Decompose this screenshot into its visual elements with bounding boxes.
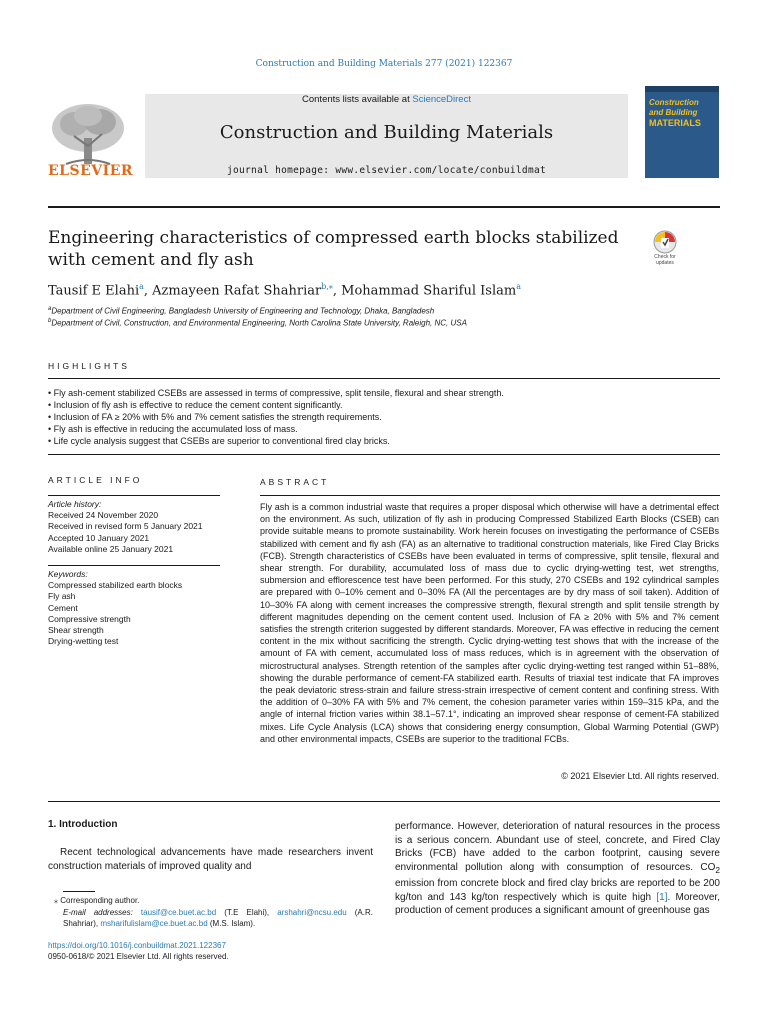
article-info-divider — [48, 495, 220, 496]
abstract-bottom-divider — [48, 801, 720, 802]
affiliation-mark: a — [48, 306, 52, 312]
email-label: E-mail addresses: — [63, 907, 133, 917]
affiliation — [48, 306, 720, 316]
abstract-heading: ABSTRACT — [260, 477, 330, 487]
highlights-heading: HIGHLIGHTS — [48, 361, 130, 371]
article-history — [48, 499, 220, 555]
keywords-block — [48, 569, 220, 647]
intro-text: emission from concrete block and fired clay bricks are reported to be 200 kg/ton and 143 kg/ton respectively which is quite high — [395, 878, 720, 903]
history-online: Available online 25 January 2021 — [48, 543, 174, 554]
intro-subscript: 2 — [715, 864, 720, 875]
doi-link[interactable]: https://doi.org/10.1016/j.conbuildmat.2021.122367 — [48, 941, 226, 950]
affiliation-text: Department of Civil, Construction, and Environmental Engineering, North Carolina State University, Raleigh, NC, USA — [51, 318, 467, 328]
keyword: Fly ash — [48, 591, 76, 602]
article-title: Engineering characteristics of compressed earth blocks stabilized with cement and fly ash — [48, 228, 619, 270]
journal-citation-link[interactable]: Construction and Building Materials 277 (2021) 122367 — [255, 59, 513, 69]
footnote-divider — [63, 891, 95, 892]
history-revised: Received in revised form 5 January 2021 — [48, 521, 203, 532]
corresponding-author-note: ⁎ Corresponding author. — [54, 896, 140, 905]
affiliation-text: Department of Civil Engineering, Bangladesh University of Engineering and Technology, Dhaka, Bangladesh — [51, 306, 435, 316]
email-owner: (M.S. Islam). — [207, 919, 256, 928]
highlight-item: • Fly ash is effective in reducing the accumulated loss of mass. — [48, 423, 720, 435]
abstract-text: Fly ash is a common industrial waste that requires a proper disposal which otherwise will have a detrimental effect on the environment. As such, utilization of fly ash in producing Compressed Stabilized Earth Blocks (CSEB) can provide suitable means to promote sustainability. Work herein focuses on investigating the performance of CSEBs stabilized with cement and fly ash (FA) as an alternative to traditional construction materials, like Fired Clay Bricks (FCB). Strength characteristics of CSEBs have been evaluated in terms of compressive, split tensile, flexural and shear strength. For durability, accumulated loss of mass due to cyclic drying-wetting test, wet strengths, submersion and efflorescence test have been performed. For this study, 270 CSEBs and 192 cylindrical samples are prepared with 0–10% cement and 0–30% FA (All the percentages are by dry mass of soil taken). Addition of 10–30% FA along with cement increases the compressive strength, flexural strength and split tensile strength by different magnitudes depending on the cement content used. Inclusion of FA ≥ 20% with 5% and 7% cement satisfies the strength criterion suggested by different standards. Moreover, FA was effective in reducing the cement content in the mix without sacrificing the strength. Cyclic drying-wetting test shows that with the increase of the amount of FA with cement, accumulated loss of mass reduces, which is in agreement with the observation of microstructural analyses. Strength retention of the samples after cyclic drying-wetting test ranged within 51–88%, showing the durable performance of cement-FA stabilized earth. Results of triaxial test indicate that FA improves the peak deviatoric stress-strain and failure stress-strain irrespective of cement content and confining stress. With the addition of 0–30% FA with 5% and 7% cement, the cohesion parameter varies within 159–315 kPa, and the angle of internal friction varies within 38.1–57.1°, indicating an improved shear response of cement-FA stabilized mixes. Life Cycle Analysis (LCA) shows that considering energy consumption, Global Warming Potential (GWP) and other environmental impacts, CSEBs are superior to the traditional FCBs. — [260, 502, 719, 744]
history-received: Received 24 November 2020 — [48, 510, 159, 521]
keyword: Cement — [48, 602, 78, 613]
email-link[interactable]: msharifulislam@ce.buet.ac.bd — [100, 919, 208, 928]
keyword: Compressed stabilized earth blocks — [48, 580, 183, 591]
author-name: Azmayeen Rafat Shahriar — [152, 283, 322, 299]
author-affiliation-mark[interactable]: b,⁎ — [321, 282, 333, 291]
contents-prefix: Contents lists available at — [302, 94, 413, 105]
highlight-item: • Inclusion of FA ≥ 20% with 5% and 7% cement satisfies the strength requirements. — [48, 411, 720, 423]
introduction-text-left: Recent technological advancements have made researchers invent construction materials of improved quality and — [48, 847, 373, 872]
email-owner: (A.R. Shahriar), — [63, 907, 373, 928]
cover-title — [649, 98, 717, 128]
issn-line: 0950-0618/© 2021 Elsevier Ltd. All rights reserved. — [48, 952, 229, 961]
sciencedirect-link[interactable]: ScienceDirect — [412, 94, 471, 105]
affiliation — [48, 318, 720, 328]
cover-line-1: Construction — [649, 98, 699, 107]
journal-homepage[interactable]: journal homepage: www.elsevier.com/locate/conbuildmat — [226, 165, 547, 176]
doi-block — [48, 940, 373, 962]
contents-available-line — [145, 94, 628, 105]
cover-line-2: and Building — [649, 108, 698, 117]
author-list: Tausif E Elahi$^a$, Azmayeen Rafat Shahriar$^{b,⁎}$, Mohammad Shariful Islam$^a$ — [48, 282, 521, 299]
intro-text: . Moreover, production of cement produces a significant amount of greenhouse gas — [395, 891, 720, 916]
keywords-label: Keywords: — [48, 569, 88, 579]
email-addresses — [48, 907, 373, 930]
abstract-divider — [260, 495, 720, 496]
email-owner: (T.E Elahi), — [216, 907, 278, 917]
crossmark-label-line-1: Check for — [654, 254, 676, 260]
crossmark-label-line-2: updates — [656, 260, 674, 266]
introduction-text-right — [395, 820, 720, 918]
crossmark-label — [645, 254, 685, 266]
cover-line-3: MATERIALS — [649, 118, 701, 128]
email-link[interactable]: tausif@ce.buet.ac.bd — [140, 907, 217, 917]
article-info-heading: ARTICLE INFO — [48, 475, 143, 485]
keywords-divider — [48, 565, 220, 566]
highlight-item: • Life cycle analysis suggest that CSEBs are superior to conventional fired clay bricks. — [48, 435, 720, 447]
affiliation-mark: b — [48, 318, 52, 324]
section-heading-introduction: 1. Introduction — [48, 819, 118, 830]
journal-cover-image — [645, 86, 719, 178]
cover-top-strip — [645, 86, 719, 92]
highlight-item: • Inclusion of fly ash is effective to reduce the cement content significantly. — [48, 399, 720, 411]
author-name: Mohammad Shariful Islam — [341, 283, 517, 299]
keyword: Shear strength — [48, 625, 104, 636]
author-name: Tausif E Elahi — [48, 283, 140, 299]
highlights-divider-top — [48, 378, 720, 379]
abstract-copyright: © 2021 Elsevier Ltd. All rights reserved. — [561, 771, 719, 781]
highlights-divider-bottom — [48, 454, 720, 455]
author-affiliation-mark[interactable]: a — [516, 282, 521, 291]
article-history-label: Article history: — [48, 499, 102, 509]
elsevier-wordmark: ELSEVIER — [48, 163, 134, 179]
author-affiliation-mark[interactable]: a — [139, 282, 144, 291]
highlight-item: • Fly ash-cement stabilized CSEBs are assessed in terms of compressive, split tensile, flexural and shear strength. — [48, 387, 720, 399]
email-link[interactable]: arshahri@ncsu.edu — [277, 907, 347, 917]
history-accepted: Accepted 10 January 2021 — [48, 532, 150, 543]
keyword: Drying-wetting test — [48, 636, 119, 647]
header-divider — [48, 206, 720, 208]
footnote-block — [48, 895, 373, 930]
intro-text: performance. However, deterioration of natural resources in the process is a serious concern. Abundant use of steel, concrete, and Fired Clay Bricks (FCB) have added to the carbon footprint, causing severe environmental pollution along with consumption of resources. CO — [395, 821, 720, 873]
reference-link[interactable]: [1] — [656, 891, 668, 903]
keyword: Compressive strength — [48, 613, 131, 624]
highlights-list — [48, 387, 720, 447]
journal-name: Construction and Building Materials — [219, 122, 554, 143]
